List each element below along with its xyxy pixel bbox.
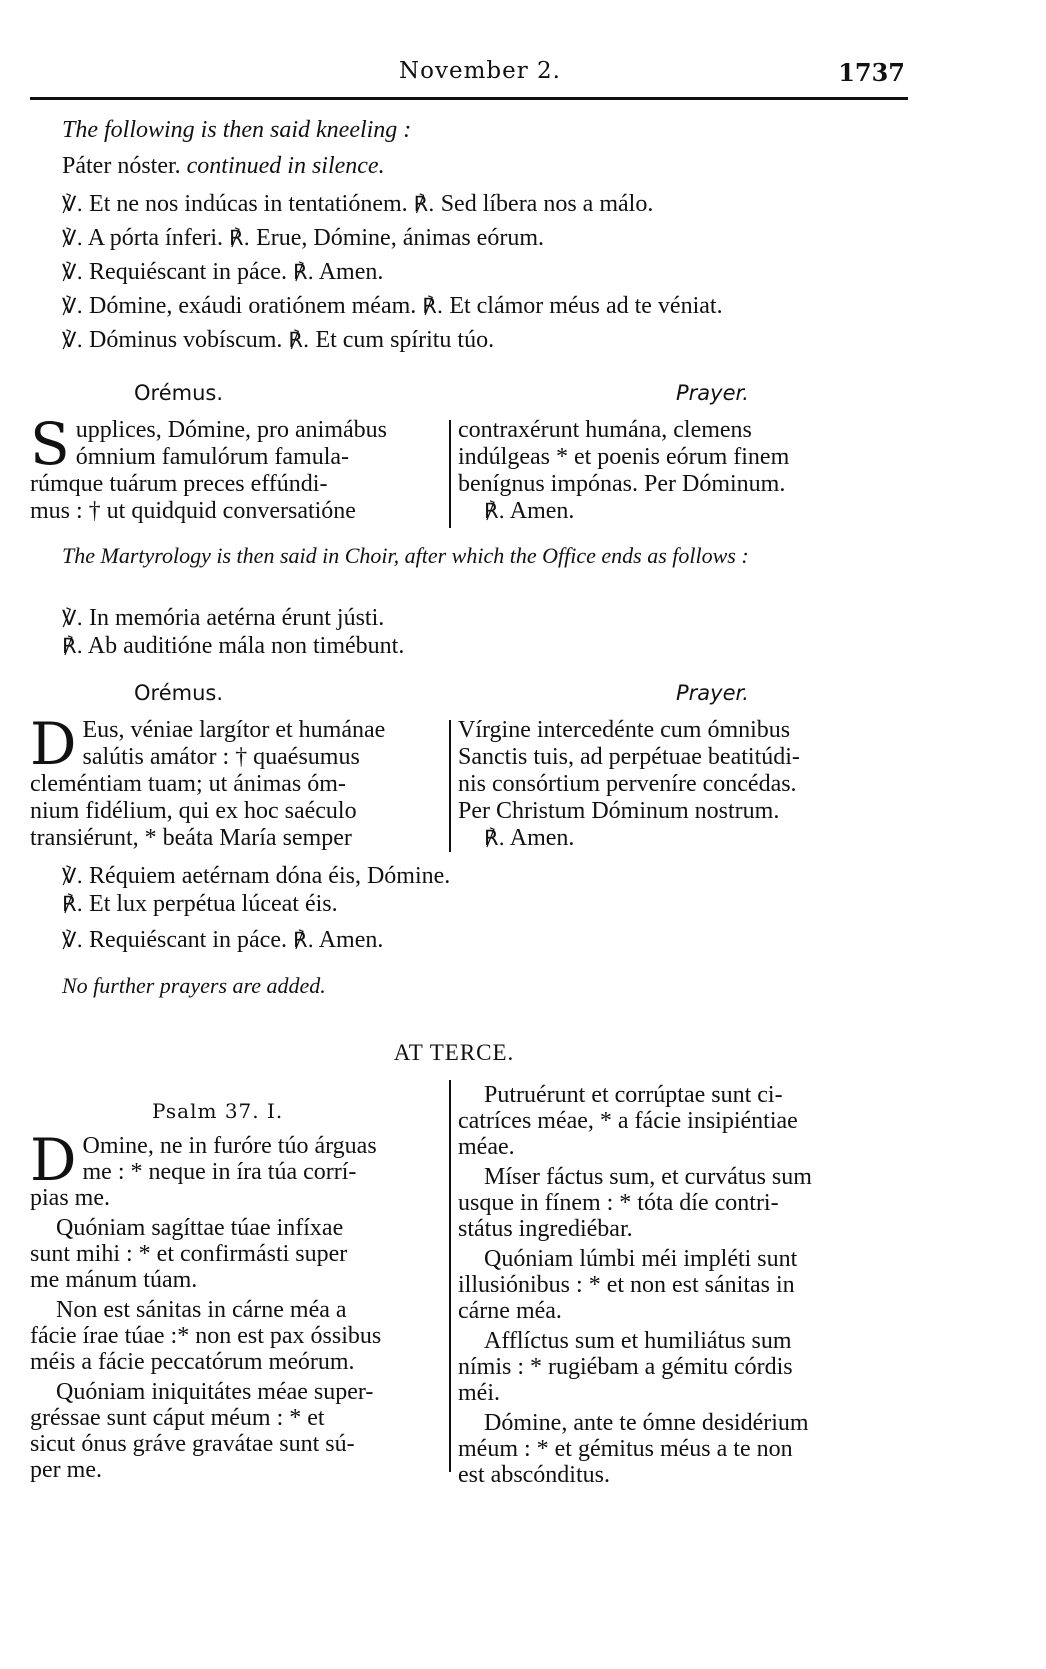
psalm-line: sunt mihi : * et confirmásti super [30, 1241, 348, 1267]
response-text: Ab auditióne mála non timébunt. [87, 633, 405, 659]
psalm-stanza [458, 1328, 866, 1406]
drop-cap: S [30, 410, 70, 478]
psalm-line: sicut ónus gráve gravátae sunt sú- [30, 1431, 355, 1457]
drop-cap: D [30, 1126, 77, 1194]
versicle-line [62, 292, 723, 320]
versicle-text: In memória aetérna érunt jústi. [89, 605, 385, 631]
versicle-line [62, 862, 450, 890]
versicle-text: Requiéscant in páce. [89, 927, 287, 953]
psalm-stanza [30, 1297, 440, 1375]
psalm-stanza [30, 1215, 440, 1293]
response-text: Amen. [318, 259, 384, 285]
versicle-symbol: ℣. [62, 328, 84, 352]
psalm-line: méum : * et gémitus méus a te non [458, 1436, 793, 1462]
prayer1-right-column [458, 417, 866, 525]
psalm-stanza [458, 1082, 866, 1160]
prayer-line: rúmque tuárum preces effúndi- [30, 471, 328, 497]
versicle-text: Et ne nos indúcas in tentatiónem. [89, 191, 408, 217]
prayer-line: ómnium famulórum famula- [75, 444, 350, 470]
psalm-stanza [458, 1410, 866, 1488]
psalm-line: usque in fínem : * tóta díe contri- [458, 1190, 779, 1216]
prayer-line: benígnus impónas. Per Dóminum. [458, 471, 786, 497]
versicle-symbol: ℣. [62, 294, 84, 318]
psalm-line: cárne méa. [458, 1298, 562, 1324]
prayer-line: salútis amátor : † quaésumus [82, 744, 360, 770]
psalm-line: me : * neque in íra túa corrí- [82, 1159, 357, 1185]
prayer-amen: ℟. Amen. [484, 825, 575, 851]
response-symbol: ℟. [229, 226, 251, 250]
response-symbol: ℟. [62, 892, 84, 916]
prayer-line: nis consórtium perveníre concédas. [458, 771, 797, 797]
prayer2-right-column [458, 717, 866, 852]
psalm-line: catríces méae, * a fácie insipiéntiae [458, 1108, 798, 1134]
response-symbol: ℟. [413, 192, 435, 216]
psalm-line: me mánum túam. [30, 1267, 198, 1293]
response-text: Et lux perpétua lúceat éis. [89, 891, 338, 917]
psalm-line: illusiónibus : * et non est sánitas in [458, 1272, 795, 1298]
psalm-line: per me. [30, 1457, 102, 1483]
page-number: 1737 [838, 58, 905, 87]
psalm-line: Omine, ne in furóre túo árguas [82, 1133, 377, 1159]
column-rule [449, 1080, 451, 1472]
pater-text: Páter nóster. [62, 153, 181, 179]
versicle-line [62, 326, 494, 354]
psalm-left-column [30, 1126, 440, 1483]
versicle-symbol: ℣. [62, 226, 84, 250]
response-symbol: ℟. [484, 499, 506, 523]
prayer-amen: ℟. Amen. [484, 498, 575, 524]
response-text: Amen. [318, 927, 384, 953]
prayer1-left-column [30, 410, 440, 525]
versicle-text: A pórta ínferi. [87, 225, 224, 251]
psalm-line: gréssae sunt cáput méum : * et [30, 1405, 325, 1431]
versicle-symbol: ℣. [62, 864, 84, 888]
prayer-line: indúlgeas * et poenis eórum finem [458, 444, 790, 470]
psalm-line: Quóniam sagíttae túae infíxae [56, 1215, 344, 1241]
martyrology-rubric: The Martyrology is then said in Choir, after which the Office ends as follows : [62, 543, 749, 568]
psalm-line: pias me. [30, 1185, 110, 1211]
versicle-symbol: ℣. [62, 192, 84, 216]
response-line [62, 632, 404, 660]
versicle-text: Dómine, exáudi oratiónem méam. [89, 293, 417, 319]
prayer-line: Vírgine intercedénte cum ómnibus [458, 717, 791, 743]
response-line [62, 890, 338, 918]
column-rule [449, 420, 451, 528]
psalm-line: Quóniam lúmbi méi impléti sunt [484, 1246, 798, 1272]
versicle-line [62, 258, 383, 286]
kneeling-rubric: The following is then said kneeling : [62, 117, 412, 143]
prayer2-left-column [30, 710, 440, 852]
response-text: Erue, Dómine, ánimas eórum. [256, 225, 544, 251]
psalm-line: Dómine, ante te ómne desidérium [484, 1410, 809, 1436]
response-symbol: ℟. [62, 634, 84, 658]
versicle-line [62, 926, 383, 954]
running-title: November 2. [399, 58, 561, 84]
prayer-line: Sanctis tuis, ad perpétuae beatitúdi- [458, 744, 800, 770]
prayer-line: transiérunt, * beáta María semper [30, 825, 352, 851]
response-text: Sed líbera nos a málo. [440, 191, 654, 217]
pater-noster-line [62, 152, 385, 180]
prayer-line: contraxérunt humána, clemens [458, 417, 752, 443]
response-text: Et clámor méus ad te véniat. [449, 293, 723, 319]
psalm-heading: Psalm 37. I. [152, 1099, 284, 1123]
psalm-line: nímis : * rugiébam a gémitu córdis [458, 1354, 793, 1380]
response-symbol: ℟. [292, 260, 315, 284]
prayer-label: Prayer. [676, 681, 749, 705]
prayer-line: cleméntiam tuam; ut ánimas óm- [30, 771, 346, 797]
psalm-line: Míser fáctus sum, et curvátus sum [484, 1164, 812, 1190]
psalm-stanza [458, 1164, 866, 1242]
psalm-line: Quóniam iniquitátes méae super- [56, 1379, 374, 1405]
psalm-line: státus ingrediébar. [458, 1216, 633, 1242]
versicle-line [62, 604, 384, 632]
versicle-symbol: ℣. [62, 260, 84, 284]
psalm-stanza [30, 1126, 440, 1211]
psalm-line: méis a fácie peccatórum meórum. [30, 1349, 355, 1375]
psalm-right-column [458, 1082, 866, 1488]
psalm-line: fácie írae túae :* non est pax óssibus [30, 1323, 382, 1349]
response-symbol: ℟. [422, 294, 444, 318]
terce-heading: AT TERCE. [393, 1040, 515, 1065]
psalm-stanza [30, 1379, 440, 1483]
psalm-line: méi. [458, 1380, 500, 1406]
prayer-line: mus : † ut quidquid conversatióne [30, 498, 356, 524]
psalm-line: Putruérunt et corrúptae sunt ci- [484, 1082, 783, 1108]
versicle-text: Requiéscant in páce. [89, 259, 287, 285]
response-symbol: ℟. [484, 826, 506, 850]
versicle-symbol: ℣. [62, 928, 84, 952]
no-further-rubric: No further prayers are added. [62, 973, 326, 998]
header-rule [30, 97, 908, 100]
versicle-text: Dóminus vobíscum. [89, 327, 283, 353]
pater-note: continued in silence. [186, 153, 385, 179]
oremus-heading: Orémus. [134, 381, 224, 405]
prayer-line: Eus, véniae largítor et humánae [82, 717, 386, 743]
versicle-symbol: ℣. [62, 606, 84, 630]
column-rule [449, 720, 451, 852]
response-symbol: ℟. [292, 928, 315, 952]
versicle-line [62, 190, 653, 218]
psalm-stanza [458, 1246, 866, 1324]
versicle-text: Réquiem aetérnam dóna éis, Dómine. [89, 863, 451, 889]
psalm-line: méae. [458, 1134, 515, 1160]
versicle-line [62, 224, 544, 252]
response-symbol: ℟. [288, 328, 310, 352]
oremus-heading: Orémus. [134, 681, 224, 705]
prayer-line: upplices, Dómine, pro animábus [75, 417, 388, 443]
drop-cap: D [30, 710, 77, 778]
prayer-label: Prayer. [676, 381, 749, 405]
prayer-line: Per Christum Dóminum nostrum. [458, 798, 780, 824]
psalm-line: Non est sánitas in cárne méa a [56, 1297, 347, 1323]
psalm-line: Afflíctus sum et humiliátus sum [484, 1328, 792, 1354]
prayer-line: nium fidélium, qui ex hoc saéculo [30, 798, 357, 824]
psalm-line: est abscónditus. [458, 1462, 610, 1488]
response-text: Et cum spíritu túo. [315, 327, 495, 353]
